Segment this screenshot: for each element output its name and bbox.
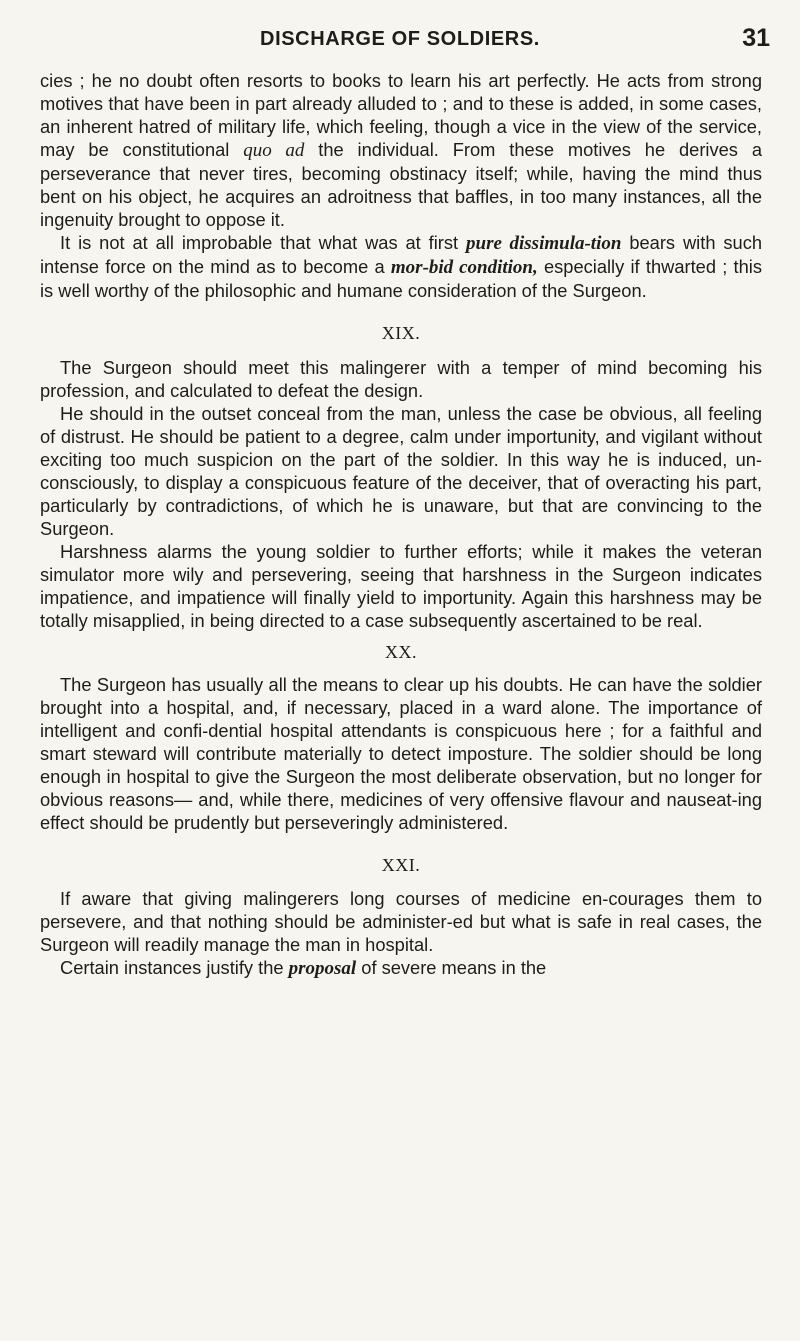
emphasis-phrase: pure dissimula-tion [466, 233, 622, 254]
section-heading-xx: XX. [385, 642, 417, 662]
paragraph: He should in the outset conceal from the man, unless the case be obvious, all feeling of distrust. He should be patient to a degree, calm under importunity, and vigilant without exciting too much suspicion on the part of the soldier. In this way he is induced, un-consciously, to display a conspicuous feature of the deceiver, that of overacting his part, particularly by contradictions, of which he is unaware, but that are convincing to the Surgeon. [40, 403, 762, 539]
paragraph: The Surgeon should meet this malingerer with a temper of mind becoming his profession, and calculated to defeat the design. [40, 357, 762, 401]
emphasis-phrase: mor-bid condition, [390, 257, 538, 278]
section-heading-xix: XIX. [381, 323, 421, 343]
emphasis-phrase: proposal [288, 958, 357, 979]
text-run: It is not at all improbable that what was at first [60, 232, 467, 253]
paragraph [40, 956, 762, 980]
body-text [40, 69, 762, 980]
italic-phrase: quo ad [243, 140, 305, 161]
text-run: cies ; he no doubt often resorts to books to learn his art perfectly. He acts from strong motives that have been in part already alluded to ; and to these is added, in some cases, an inherent hatred of military life, which feeling, though a vice in the view of the service, may be constitutional [40, 70, 762, 160]
paragraph [40, 231, 762, 302]
text-run: bears with such intense force on the mind as to become a [40, 232, 763, 277]
paragraph: If aware that giving malingerers long courses of medicine en-courages them to persevere, and that nothing should be administer-ed but what is safe in real cases, the Surgeon will readily manage the man in hospital. [40, 888, 762, 955]
text-run: especially if thwarted ; this is well worthy of the philosophic and humane consideration of the Surgeon. [40, 256, 762, 301]
page-number: 31 [742, 24, 770, 52]
text-run: of severe means in the [356, 957, 547, 978]
section-heading-xxi: XXI. [381, 855, 421, 875]
text-run: Certain instances justify the [60, 957, 289, 978]
page-header [0, 22, 800, 56]
paragraph: Harshness alarms the young soldier to further efforts; while it makes the veteran simulator more wily and persevering, seeing that harshness in the Surgeon indicates impatience, and impatience will finally yield to importunity. Again this harshness may be totally misapplied, in being directed to a case subsequently ascertained to be real. [40, 541, 762, 631]
paragraph: The Surgeon has usually all the means to clear up his doubts. He can have the soldier brought into a hospital, and, if necessary, placed in a ward alone. The importance of intelligent and confi-dential hospital attendants is conspicuous here ; for a faithful and smart steward will contribute materially to detect imposture. The soldier should be long enough in hospital to give the Surgeon the most deliberate observation, but no longer for obvious reasons— and, while there, medicines of very offensive flavour and nauseat-ing effect should be prudently but perseveringly administered. [40, 674, 762, 833]
text-run: the individual. From these motives he derives a perseverance that never tires, becoming obstinacy itself; while, having the mind thus bent on his object, he acquires an adroitness that baffles, in too many instances, all the ingenuity brought to oppose it. [40, 139, 763, 230]
running-head: DISCHARGE OF SOLDIERS. [260, 28, 540, 50]
paragraph-continuation [40, 69, 762, 231]
